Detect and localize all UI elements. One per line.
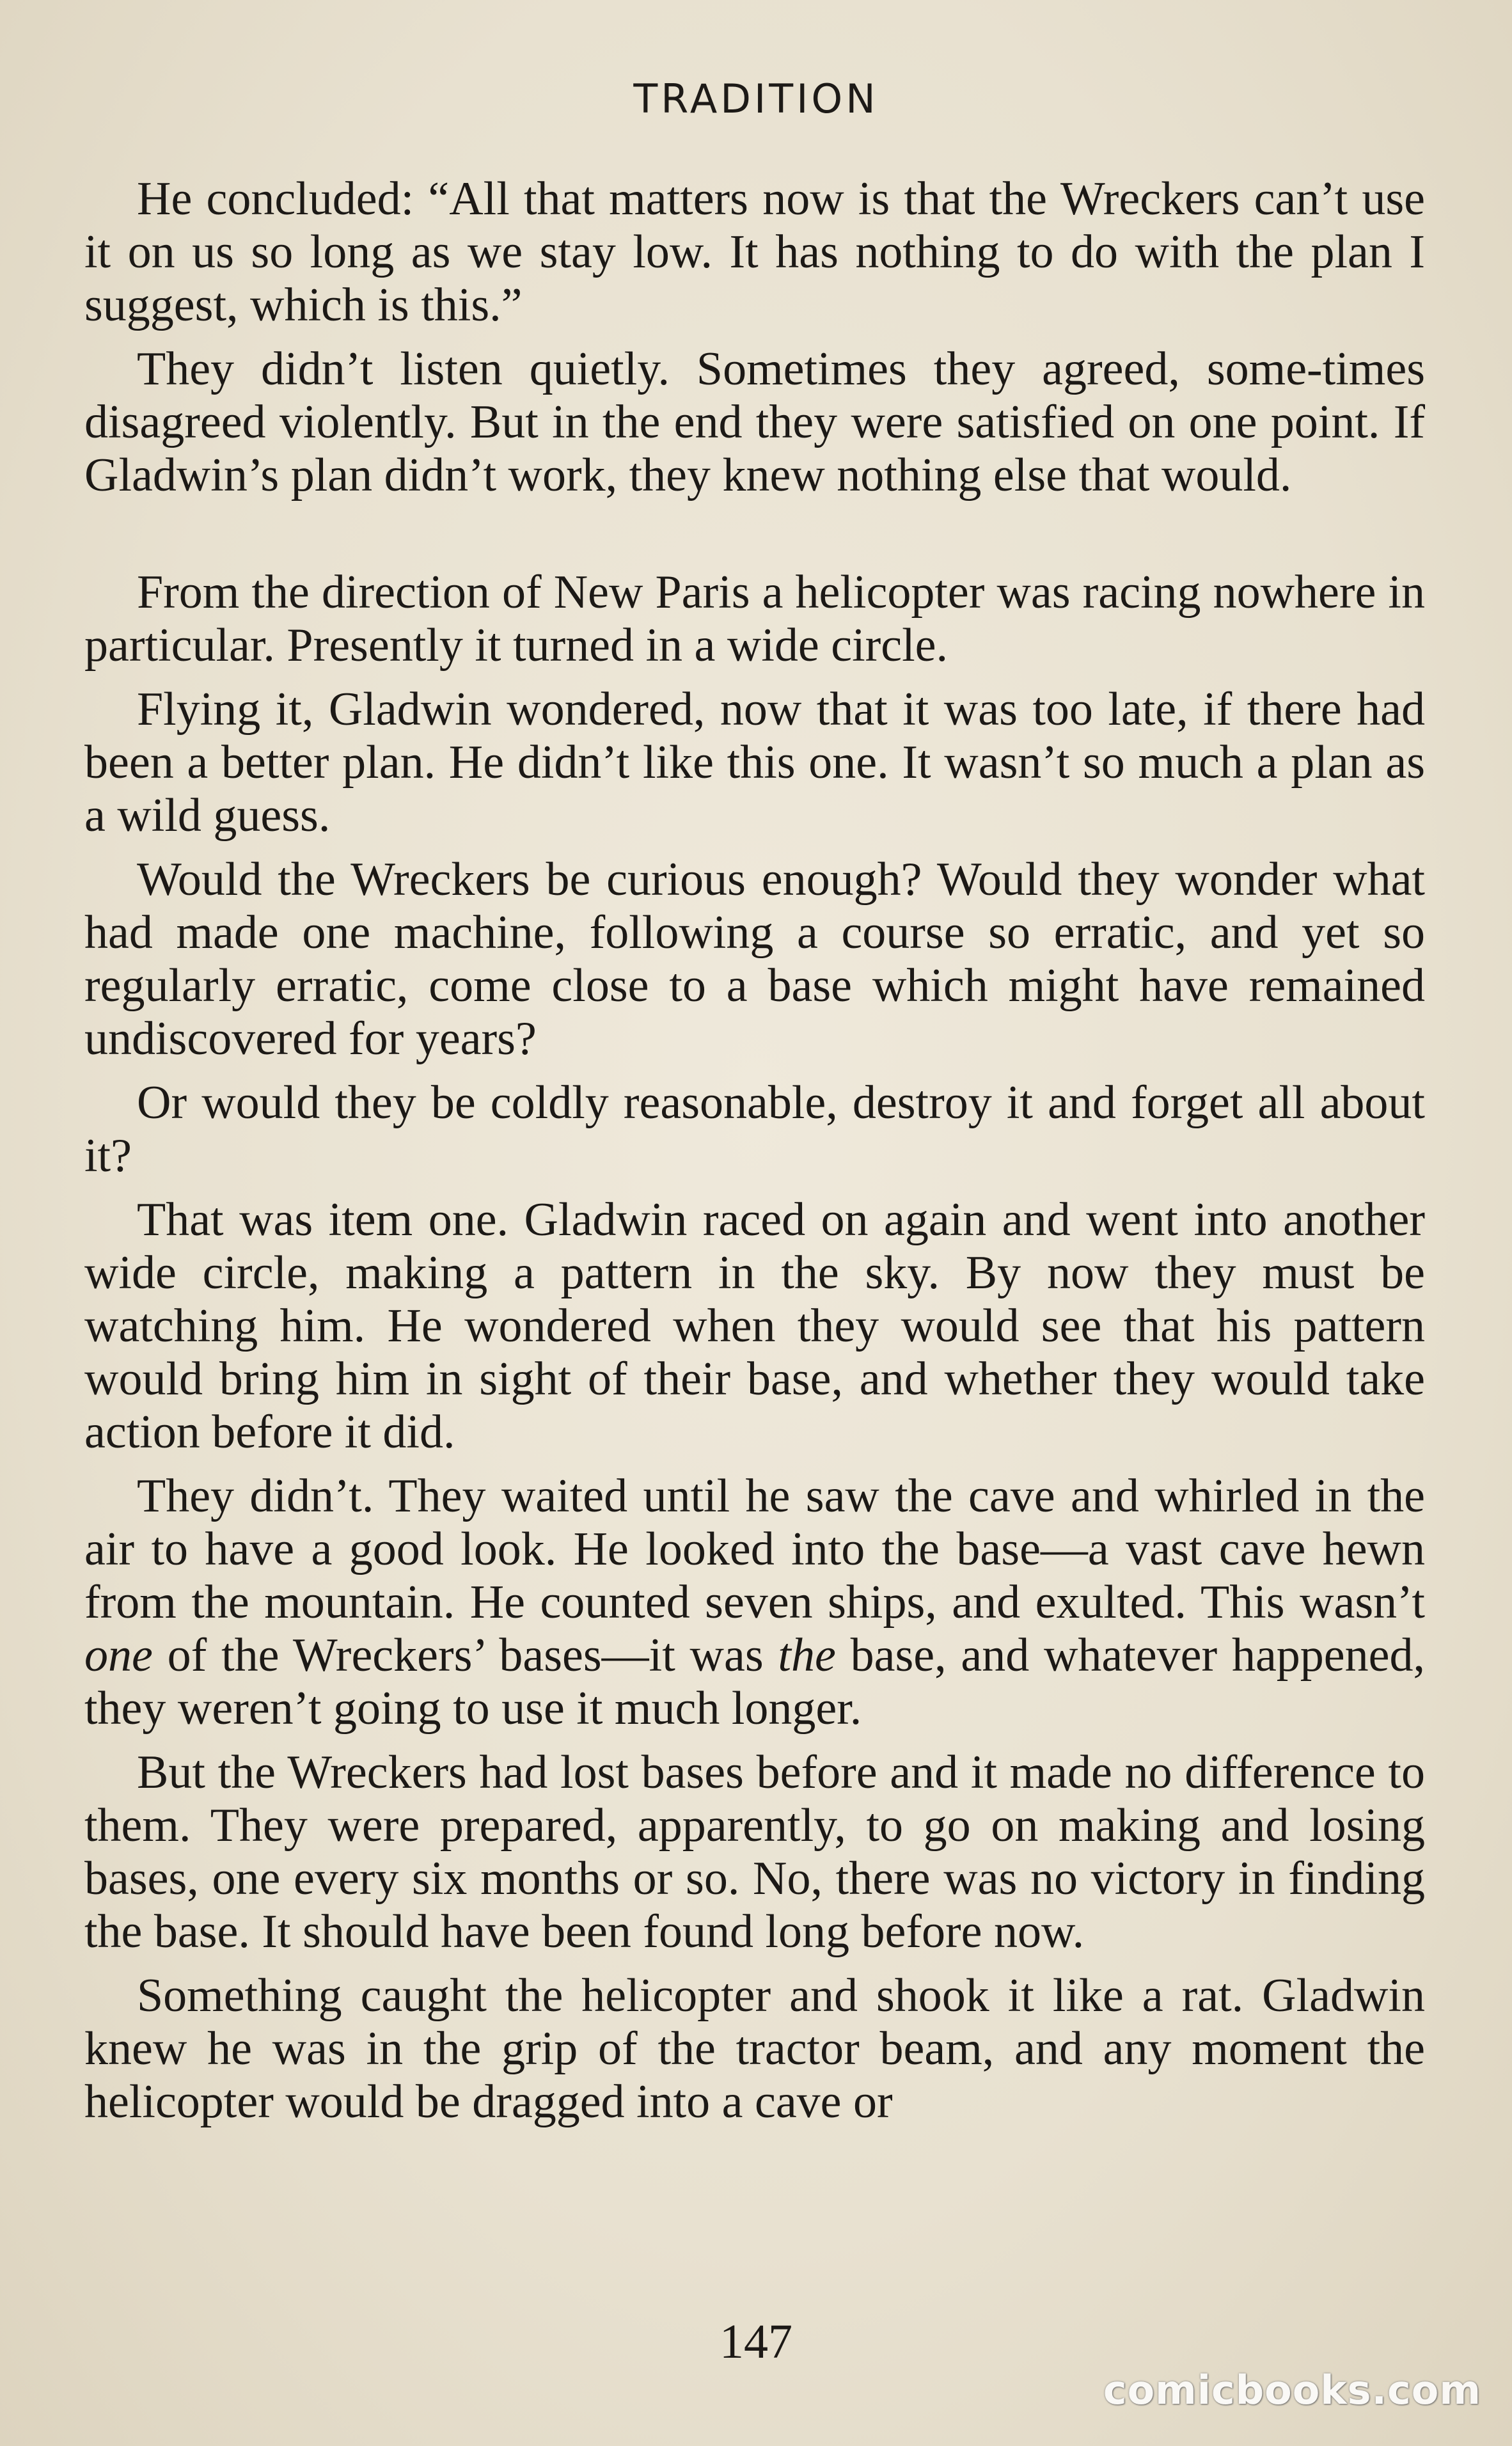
body-text (84, 173, 1425, 2140)
paragraph-text: They didn’t. They waited until he saw the cave and whirled in the air to have a good look. He looked into the base—a vast cave hewn from the mountain. He counted seven ships, and exulted. This wasn’t (84, 1470, 1425, 1629)
paragraph (84, 1470, 1425, 1735)
watermark: comicbooks.com (1103, 2367, 1481, 2413)
paragraph: He concluded: “All that matters now is that the Wreckers can’t use it on us so long as we stay low. It has nothing to do with the plan I suggest, which is this.” (84, 173, 1425, 331)
page-number: 147 (720, 2315, 792, 2369)
emphasis: the (778, 1629, 836, 1682)
paragraph: Would the Wreckers be curious enough? Would they wonder what had made one machine, following a course so erratic, and yet so regularly erratic, come close to a base which might have remained undiscovered for years? (84, 853, 1425, 1065)
emphasis: one (84, 1629, 153, 1682)
paragraph: From the direction of New Paris a helicopter was racing nowhere in particular. Presently it turned in a wide circle. (84, 566, 1425, 672)
paragraph-text: of the Wreckers’ bases—it was (152, 1629, 778, 1682)
paragraph: They didn’t listen quietly. Sometimes they agreed, some-times disagreed violently. But in the end they were satisfied on one point. If Gladwin’s plan didn’t work, they knew nothing else that would. (84, 343, 1425, 501)
paragraph: But the Wreckers had lost bases before and it made no difference to them. They were prepared, apparently, to go on making and losing bases, one every six months or so. No, there was no victory in finding the base. It should have been found long before now. (84, 1746, 1425, 1958)
paragraph: Something caught the helicopter and shook it like a rat. Gladwin knew he was in the grip of the tractor beam, and any moment the helicopter would be dragged into a cave or (84, 1969, 1425, 2128)
paragraph: That was item one. Gladwin raced on again and went into another wide circle, making a pattern in the sky. By now they must be watching him. He wondered when they would see that his pattern would bring him in sight of their base, and whether they would take action before it did. (84, 1194, 1425, 1458)
paragraph: Flying it, Gladwin wondered, now that it was too late, if there had been a better plan. He didn’t like this one. It wasn’t so much a plan as a wild guess. (84, 683, 1425, 842)
paragraph: Or would they be coldly reasonable, destroy it and forget all about it? (84, 1077, 1425, 1182)
running-head: TRADITION (633, 75, 879, 122)
paragraph-text: base, and whatever happened, they weren’t going to use it much longer. (84, 1629, 1425, 1735)
